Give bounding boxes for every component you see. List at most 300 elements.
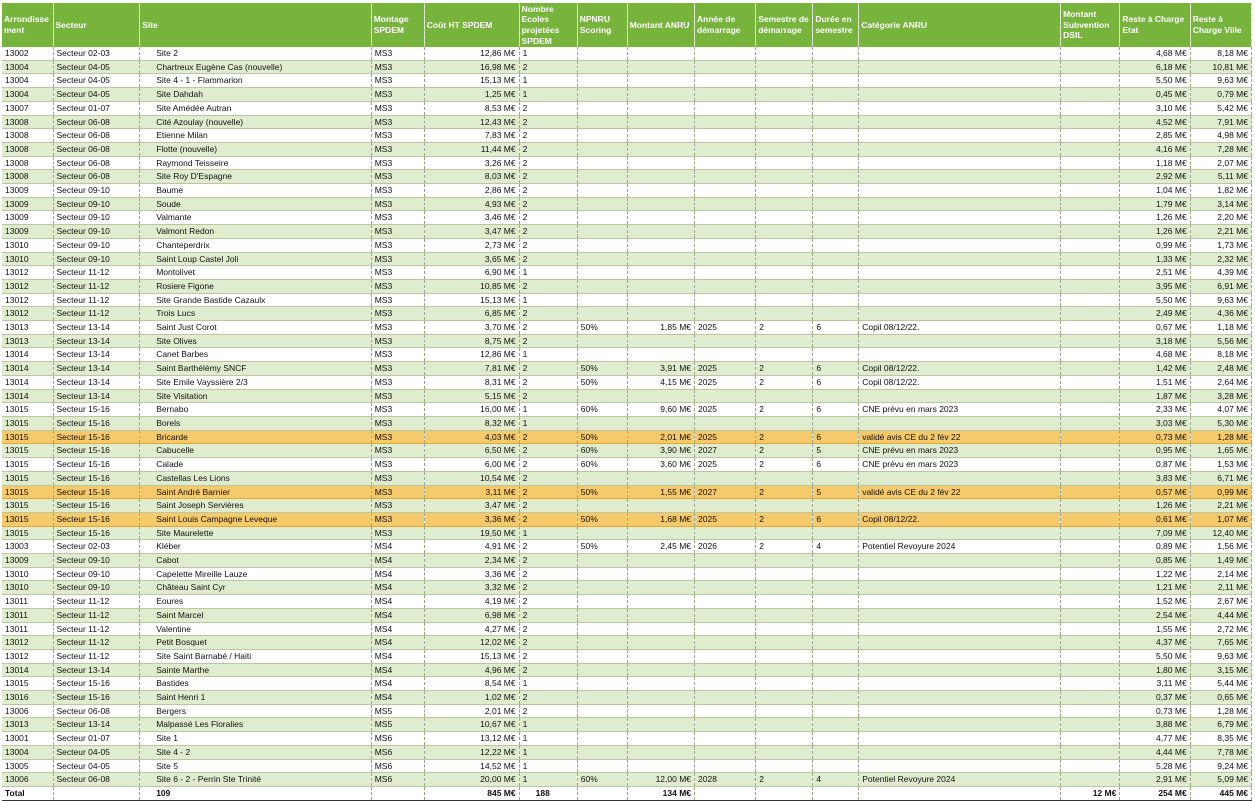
- cell-dsil[interactable]: [1061, 622, 1120, 636]
- cell-reste-etat[interactable]: 0,37 M€: [1120, 691, 1190, 705]
- cell-arrondissement[interactable]: 13013: [2, 321, 53, 335]
- cell-dsil[interactable]: [1061, 526, 1120, 540]
- cell-site[interactable]: Saint Loup Castel Joli: [140, 252, 372, 266]
- cell-site[interactable]: Cabucelle: [140, 444, 372, 458]
- cell-duree[interactable]: [813, 649, 859, 663]
- cell-nombre-ecoles[interactable]: 2: [519, 471, 577, 485]
- cell-secteur[interactable]: Secteur 15-16: [53, 403, 140, 417]
- cell-duree[interactable]: [813, 718, 859, 732]
- cell-npnru[interactable]: [577, 60, 627, 74]
- cell-nombre-ecoles[interactable]: 1: [519, 718, 577, 732]
- cell-semestre[interactable]: [756, 691, 813, 705]
- cell-nombre-ecoles[interactable]: 2: [519, 129, 577, 143]
- cell-arrondissement[interactable]: 13015: [2, 444, 53, 458]
- cell-montage[interactable]: MS3: [371, 444, 424, 458]
- cell-duree[interactable]: [813, 211, 859, 225]
- cell-npnru[interactable]: [577, 704, 627, 718]
- cell-reste-etat[interactable]: 2,49 M€: [1120, 307, 1190, 321]
- cell-arrondissement[interactable]: 13009: [2, 554, 53, 568]
- cell-arrondissement[interactable]: 13014: [2, 362, 53, 376]
- cell-duree[interactable]: 6: [813, 321, 859, 335]
- cell-annee[interactable]: 2026: [695, 540, 756, 554]
- cell-nombre-ecoles[interactable]: 2: [519, 691, 577, 705]
- cell-nombre-ecoles[interactable]: 1: [519, 732, 577, 746]
- cell-categorie[interactable]: [859, 554, 1061, 568]
- cell-duree[interactable]: [813, 608, 859, 622]
- cell-montant-anru[interactable]: [627, 581, 694, 595]
- cell-duree[interactable]: [813, 581, 859, 595]
- cell-reste-etat[interactable]: 1,26 M€: [1120, 225, 1190, 239]
- cell-dsil[interactable]: [1061, 567, 1120, 581]
- cell-semestre[interactable]: 2: [756, 485, 813, 499]
- cell-montage[interactable]: MS6: [371, 773, 424, 787]
- cell-site[interactable]: Soude: [140, 197, 372, 211]
- cell-montage[interactable]: MS4: [371, 567, 424, 581]
- cell-reste-etat[interactable]: 0,73 M€: [1120, 430, 1190, 444]
- cell-montant-anru[interactable]: [627, 129, 694, 143]
- cell-arrondissement[interactable]: 13013: [2, 718, 53, 732]
- cell-duree[interactable]: [813, 567, 859, 581]
- cell-reste-ville[interactable]: 3,28 M€: [1190, 389, 1251, 403]
- cell-annee[interactable]: 2025: [695, 430, 756, 444]
- cell-annee[interactable]: [695, 197, 756, 211]
- col-header-secteur[interactable]: Secteur: [53, 3, 140, 47]
- cell-montage[interactable]: MS6: [371, 745, 424, 759]
- cell-arrondissement[interactable]: 13015: [2, 512, 53, 526]
- cell-reste-ville[interactable]: 4,39 M€: [1190, 266, 1251, 280]
- cell-semestre[interactable]: [756, 608, 813, 622]
- cell-secteur[interactable]: Secteur 06-08: [53, 115, 140, 129]
- cell-categorie[interactable]: [859, 170, 1061, 184]
- cell-duree[interactable]: 6: [813, 512, 859, 526]
- cell-cout[interactable]: 3,36 M€: [424, 567, 519, 581]
- cell-annee[interactable]: [695, 608, 756, 622]
- cell-secteur[interactable]: Secteur 13-14: [53, 718, 140, 732]
- cell-montant-anru[interactable]: [627, 704, 694, 718]
- cell-duree[interactable]: 4: [813, 773, 859, 787]
- cell-reste-etat[interactable]: 0,87 M€: [1120, 458, 1190, 472]
- cell-reste-ville[interactable]: 1,73 M€: [1190, 238, 1251, 252]
- cell-arrondissement[interactable]: 13005: [2, 759, 53, 773]
- cell-duree[interactable]: [813, 745, 859, 759]
- cell-nombre-ecoles[interactable]: 1: [519, 677, 577, 691]
- cell-dsil[interactable]: [1061, 170, 1120, 184]
- cell-duree[interactable]: 6: [813, 403, 859, 417]
- cell-arrondissement[interactable]: 13014: [2, 375, 53, 389]
- cell-arrondissement[interactable]: 13015: [2, 677, 53, 691]
- cell-semestre[interactable]: [756, 307, 813, 321]
- cell-reste-etat[interactable]: 3,88 M€: [1120, 718, 1190, 732]
- cell-cout[interactable]: 8,03 M€: [424, 170, 519, 184]
- cell-categorie[interactable]: [859, 567, 1061, 581]
- cell-reste-etat[interactable]: 1,33 M€: [1120, 252, 1190, 266]
- cell-npnru[interactable]: [577, 649, 627, 663]
- cell-nombre-ecoles[interactable]: 2: [519, 608, 577, 622]
- cell-site[interactable]: Capelette Mireille Lauze: [140, 567, 372, 581]
- cell-semestre[interactable]: [756, 101, 813, 115]
- cell-categorie[interactable]: validé avis CE du 2 fév 22: [859, 485, 1061, 499]
- cell-dsil[interactable]: [1061, 759, 1120, 773]
- cell-annee[interactable]: [695, 266, 756, 280]
- cell-npnru[interactable]: 50%: [577, 540, 627, 554]
- cell-montage[interactable]: MS3: [371, 74, 424, 88]
- cell-montage[interactable]: MS3: [371, 238, 424, 252]
- cell-duree[interactable]: [813, 554, 859, 568]
- cell-montage[interactable]: MS3: [371, 321, 424, 335]
- cell-categorie[interactable]: [859, 307, 1061, 321]
- cell-montant-anru[interactable]: 1,55 M€: [627, 485, 694, 499]
- cell-cout[interactable]: 3,70 M€: [424, 321, 519, 335]
- cell-montage[interactable]: MS4: [371, 622, 424, 636]
- col-header-semestre[interactable]: Semestre de démarrage: [756, 3, 813, 47]
- cell-annee[interactable]: [695, 732, 756, 746]
- cell-montant-anru[interactable]: [627, 142, 694, 156]
- cell-secteur[interactable]: Secteur 11-12: [53, 293, 140, 307]
- cell-arrondissement[interactable]: 13015: [2, 499, 53, 513]
- cell-site[interactable]: Calade: [140, 458, 372, 472]
- cell-secteur[interactable]: Secteur 06-08: [53, 773, 140, 787]
- cell-reste-etat[interactable]: 1,51 M€: [1120, 375, 1190, 389]
- table-row[interactable]: [2, 499, 1252, 513]
- cell-arrondissement[interactable]: 13008: [2, 115, 53, 129]
- cell-arrondissement[interactable]: 13009: [2, 184, 53, 198]
- table-row[interactable]: [2, 759, 1252, 773]
- cell-site[interactable]: Bernabo: [140, 403, 372, 417]
- col-header-arrondissement[interactable]: Arrondisse ment: [2, 3, 53, 47]
- cell-reste-ville[interactable]: 4,07 M€: [1190, 403, 1251, 417]
- cell-cout[interactable]: 2,73 M€: [424, 238, 519, 252]
- cell-npnru[interactable]: [577, 252, 627, 266]
- cell-nombre-ecoles[interactable]: 2: [519, 60, 577, 74]
- cell-categorie[interactable]: [859, 732, 1061, 746]
- cell-reste-ville[interactable]: 2,11 M€: [1190, 581, 1251, 595]
- cell-semestre[interactable]: 2: [756, 430, 813, 444]
- cell-cout[interactable]: 12,22 M€: [424, 745, 519, 759]
- cell-annee[interactable]: [695, 581, 756, 595]
- cell-npnru[interactable]: [577, 238, 627, 252]
- cell-arrondissement[interactable]: 13010: [2, 238, 53, 252]
- cell-arrondissement[interactable]: 13012: [2, 266, 53, 280]
- cell-secteur[interactable]: Secteur 02-03: [53, 47, 140, 60]
- cell-arrondissement[interactable]: 13012: [2, 649, 53, 663]
- cell-nombre-ecoles[interactable]: 2: [519, 622, 577, 636]
- cell-semestre[interactable]: [756, 663, 813, 677]
- cell-duree[interactable]: 5: [813, 485, 859, 499]
- cell-nombre-ecoles[interactable]: 2: [519, 211, 577, 225]
- cell-npnru[interactable]: [577, 266, 627, 280]
- cell-annee[interactable]: 2025: [695, 321, 756, 335]
- cell-montant-anru[interactable]: [627, 101, 694, 115]
- cell-cout[interactable]: 8,53 M€: [424, 101, 519, 115]
- cell-annee[interactable]: [695, 636, 756, 650]
- cell-secteur[interactable]: Secteur 11-12: [53, 636, 140, 650]
- cell-categorie[interactable]: CNE prévu en mars 2023: [859, 403, 1061, 417]
- cell-npnru[interactable]: [577, 595, 627, 609]
- cell-nombre-ecoles[interactable]: 2: [519, 554, 577, 568]
- cell-montage[interactable]: MS3: [371, 485, 424, 499]
- cell-arrondissement[interactable]: 13015: [2, 485, 53, 499]
- cell-dsil[interactable]: [1061, 512, 1120, 526]
- cell-arrondissement[interactable]: 13004: [2, 60, 53, 74]
- cell-dsil[interactable]: [1061, 252, 1120, 266]
- cell-cout[interactable]: 6,85 M€: [424, 307, 519, 321]
- cell-cout[interactable]: 12,86 M€: [424, 348, 519, 362]
- cell-cout[interactable]: 2,34 M€: [424, 554, 519, 568]
- cell-reste-ville[interactable]: 1,28 M€: [1190, 430, 1251, 444]
- cell-dsil[interactable]: [1061, 773, 1120, 787]
- table-row[interactable]: [2, 471, 1252, 485]
- cell-annee[interactable]: [695, 293, 756, 307]
- table-row[interactable]: [2, 512, 1252, 526]
- cell-cout[interactable]: 11,44 M€: [424, 142, 519, 156]
- cell-reste-ville[interactable]: 2,64 M€: [1190, 375, 1251, 389]
- cell-secteur[interactable]: Secteur 11-12: [53, 595, 140, 609]
- cell-categorie[interactable]: [859, 718, 1061, 732]
- cell-secteur[interactable]: Secteur 09-10: [53, 184, 140, 198]
- cell-npnru[interactable]: [577, 88, 627, 102]
- cell-site[interactable]: Site Grande Bastide Cazaulx: [140, 293, 372, 307]
- cell-annee[interactable]: [695, 184, 756, 198]
- cell-annee[interactable]: [695, 129, 756, 143]
- cell-reste-ville[interactable]: 7,91 M€: [1190, 115, 1251, 129]
- cell-cout[interactable]: 14,52 M€: [424, 759, 519, 773]
- cell-montage[interactable]: MS3: [371, 266, 424, 280]
- cell-reste-etat[interactable]: 3,83 M€: [1120, 471, 1190, 485]
- cell-annee[interactable]: [695, 225, 756, 239]
- cell-arrondissement[interactable]: 13003: [2, 540, 53, 554]
- table-row[interactable]: [2, 649, 1252, 663]
- cell-semestre[interactable]: [756, 266, 813, 280]
- cell-npnru[interactable]: [577, 142, 627, 156]
- cell-nombre-ecoles[interactable]: 1: [519, 74, 577, 88]
- cell-annee[interactable]: [695, 471, 756, 485]
- cell-cout[interactable]: 6,98 M€: [424, 608, 519, 622]
- cell-semestre[interactable]: [756, 170, 813, 184]
- cell-reste-ville[interactable]: 5,44 M€: [1190, 677, 1251, 691]
- cell-site[interactable]: Flotte (nouvelle): [140, 142, 372, 156]
- cell-reste-etat[interactable]: 3,11 M€: [1120, 677, 1190, 691]
- cell-nombre-ecoles[interactable]: 2: [519, 567, 577, 581]
- table-row[interactable]: [2, 745, 1252, 759]
- cell-dsil[interactable]: [1061, 471, 1120, 485]
- cell-secteur[interactable]: Secteur 06-08: [53, 142, 140, 156]
- cell-montage[interactable]: MS3: [371, 197, 424, 211]
- cell-reste-etat[interactable]: 0,45 M€: [1120, 88, 1190, 102]
- cell-npnru[interactable]: 50%: [577, 430, 627, 444]
- col-header-annee[interactable]: Année de démarrage: [695, 3, 756, 47]
- cell-semestre[interactable]: [756, 88, 813, 102]
- cell-reste-etat[interactable]: 1,87 M€: [1120, 389, 1190, 403]
- cell-nombre-ecoles[interactable]: 1: [519, 47, 577, 60]
- cell-annee[interactable]: [695, 691, 756, 705]
- cell-annee[interactable]: [695, 74, 756, 88]
- cell-npnru[interactable]: [577, 608, 627, 622]
- cell-duree[interactable]: [813, 156, 859, 170]
- cell-cout[interactable]: 2,86 M€: [424, 184, 519, 198]
- cell-montant-anru[interactable]: [627, 156, 694, 170]
- cell-dsil[interactable]: [1061, 663, 1120, 677]
- cell-cout[interactable]: 1,02 M€: [424, 691, 519, 705]
- cell-duree[interactable]: [813, 47, 859, 60]
- cell-duree[interactable]: [813, 307, 859, 321]
- cell-npnru[interactable]: [577, 567, 627, 581]
- table-row[interactable]: [2, 540, 1252, 554]
- cell-nombre-ecoles[interactable]: 2: [519, 636, 577, 650]
- cell-site[interactable]: Château Saint Cyr: [140, 581, 372, 595]
- cell-secteur[interactable]: Secteur 04-05: [53, 60, 140, 74]
- cell-reste-etat[interactable]: 0,85 M€: [1120, 554, 1190, 568]
- cell-duree[interactable]: [813, 471, 859, 485]
- cell-reste-etat[interactable]: 4,16 M€: [1120, 142, 1190, 156]
- cell-semestre[interactable]: [756, 677, 813, 691]
- cell-npnru[interactable]: 60%: [577, 444, 627, 458]
- cell-nombre-ecoles[interactable]: 1: [519, 526, 577, 540]
- cell-secteur[interactable]: Secteur 15-16: [53, 430, 140, 444]
- table-row[interactable]: [2, 416, 1252, 430]
- cell-montant-anru[interactable]: [627, 732, 694, 746]
- cell-reste-ville[interactable]: 2,32 M€: [1190, 252, 1251, 266]
- cell-dsil[interactable]: [1061, 649, 1120, 663]
- cell-montage[interactable]: MS3: [371, 129, 424, 143]
- cell-site[interactable]: Site Visitation: [140, 389, 372, 403]
- cell-arrondissement[interactable]: 13012: [2, 636, 53, 650]
- cell-nombre-ecoles[interactable]: 1: [519, 759, 577, 773]
- cell-cout[interactable]: 10,67 M€: [424, 718, 519, 732]
- cell-duree[interactable]: [813, 74, 859, 88]
- table-row[interactable]: [2, 74, 1252, 88]
- table-row[interactable]: [2, 677, 1252, 691]
- cell-montant-anru[interactable]: [627, 225, 694, 239]
- col-header-reste-etat[interactable]: Reste à Charge Etat: [1120, 3, 1190, 47]
- cell-montant-anru[interactable]: [627, 307, 694, 321]
- cell-montant-anru[interactable]: [627, 745, 694, 759]
- cell-reste-etat[interactable]: 4,44 M€: [1120, 745, 1190, 759]
- cell-duree[interactable]: [813, 636, 859, 650]
- cell-categorie[interactable]: [859, 101, 1061, 115]
- cell-nombre-ecoles[interactable]: 2: [519, 375, 577, 389]
- cell-reste-etat[interactable]: 5,50 M€: [1120, 74, 1190, 88]
- cell-nombre-ecoles[interactable]: 2: [519, 115, 577, 129]
- cell-secteur[interactable]: Secteur 11-12: [53, 622, 140, 636]
- cell-reste-ville[interactable]: 7,78 M€: [1190, 745, 1251, 759]
- cell-npnru[interactable]: 50%: [577, 485, 627, 499]
- cell-categorie[interactable]: [859, 348, 1061, 362]
- table-row[interactable]: [2, 184, 1252, 198]
- cell-categorie[interactable]: [859, 704, 1061, 718]
- cell-duree[interactable]: [813, 279, 859, 293]
- cell-reste-etat[interactable]: 1,18 M€: [1120, 156, 1190, 170]
- table-row[interactable]: [2, 430, 1252, 444]
- cell-npnru[interactable]: 60%: [577, 458, 627, 472]
- table-row[interactable]: [2, 362, 1252, 376]
- cell-montage[interactable]: MS3: [371, 430, 424, 444]
- cell-npnru[interactable]: [577, 663, 627, 677]
- cell-dsil[interactable]: [1061, 389, 1120, 403]
- cell-cout[interactable]: 15,13 M€: [424, 293, 519, 307]
- cell-montage[interactable]: MS3: [371, 211, 424, 225]
- cell-cout[interactable]: 8,32 M€: [424, 416, 519, 430]
- cell-npnru[interactable]: 60%: [577, 773, 627, 787]
- cell-dsil[interactable]: [1061, 362, 1120, 376]
- cell-secteur[interactable]: Secteur 13-14: [53, 348, 140, 362]
- cell-annee[interactable]: [695, 170, 756, 184]
- cell-montant-anru[interactable]: [627, 60, 694, 74]
- cell-dsil[interactable]: [1061, 595, 1120, 609]
- table-row[interactable]: [2, 307, 1252, 321]
- cell-arrondissement[interactable]: 13007: [2, 101, 53, 115]
- cell-cout[interactable]: 12,86 M€: [424, 47, 519, 60]
- cell-arrondissement[interactable]: 13012: [2, 293, 53, 307]
- cell-annee[interactable]: 2025: [695, 512, 756, 526]
- cell-dsil[interactable]: [1061, 47, 1120, 60]
- cell-arrondissement[interactable]: 13008: [2, 156, 53, 170]
- cell-semestre[interactable]: [756, 499, 813, 513]
- cell-arrondissement[interactable]: 13011: [2, 608, 53, 622]
- cell-arrondissement[interactable]: 13004: [2, 745, 53, 759]
- cell-semestre[interactable]: [756, 47, 813, 60]
- cell-categorie[interactable]: Potentiel Revoyure 2024: [859, 540, 1061, 554]
- cell-semestre[interactable]: [756, 238, 813, 252]
- cell-cout[interactable]: 5,15 M€: [424, 389, 519, 403]
- cell-dsil[interactable]: [1061, 293, 1120, 307]
- cell-secteur[interactable]: Secteur 15-16: [53, 526, 140, 540]
- cell-montage[interactable]: MS4: [371, 691, 424, 705]
- cell-npnru[interactable]: 60%: [577, 403, 627, 417]
- cell-categorie[interactable]: [859, 47, 1061, 60]
- cell-montant-anru[interactable]: [627, 170, 694, 184]
- cell-reste-etat[interactable]: 1,55 M€: [1120, 622, 1190, 636]
- cell-dsil[interactable]: [1061, 499, 1120, 513]
- cell-reste-ville[interactable]: 0,65 M€: [1190, 691, 1251, 705]
- cell-semestre[interactable]: [756, 115, 813, 129]
- cell-dsil[interactable]: [1061, 718, 1120, 732]
- cell-montant-anru[interactable]: 1,85 M€: [627, 321, 694, 335]
- cell-site[interactable]: Chanteperdrix: [140, 238, 372, 252]
- cell-dsil[interactable]: [1061, 60, 1120, 74]
- cell-site[interactable]: Valentine: [140, 622, 372, 636]
- cell-duree[interactable]: [813, 266, 859, 280]
- cell-semestre[interactable]: [756, 718, 813, 732]
- cell-reste-ville[interactable]: 5,11 M€: [1190, 170, 1251, 184]
- cell-duree[interactable]: [813, 129, 859, 143]
- cell-montant-anru[interactable]: [627, 266, 694, 280]
- cell-site[interactable]: Saint André Barnier: [140, 485, 372, 499]
- cell-reste-etat[interactable]: 1,21 M€: [1120, 581, 1190, 595]
- cell-site[interactable]: Baume: [140, 184, 372, 198]
- cell-semestre[interactable]: 2: [756, 362, 813, 376]
- cell-montant-anru[interactable]: 2,45 M€: [627, 540, 694, 554]
- cell-montant-anru[interactable]: [627, 622, 694, 636]
- cell-cout[interactable]: 16,00 M€: [424, 403, 519, 417]
- cell-montage[interactable]: MS3: [371, 458, 424, 472]
- cell-nombre-ecoles[interactable]: 2: [519, 225, 577, 239]
- cell-cout[interactable]: 20,00 M€: [424, 773, 519, 787]
- cell-site[interactable]: Bergers: [140, 704, 372, 718]
- cell-npnru[interactable]: [577, 471, 627, 485]
- cell-duree[interactable]: [813, 622, 859, 636]
- cell-dsil[interactable]: [1061, 115, 1120, 129]
- table-row[interactable]: [2, 252, 1252, 266]
- col-header-nombre-ecoles[interactable]: Nombre Ecoles projetées SPDEM: [519, 3, 577, 47]
- cell-reste-etat[interactable]: 5,50 M€: [1120, 649, 1190, 663]
- cell-semestre[interactable]: [756, 252, 813, 266]
- cell-cout[interactable]: 6,90 M€: [424, 266, 519, 280]
- table-row[interactable]: [2, 444, 1252, 458]
- cell-reste-etat[interactable]: 0,95 M€: [1120, 444, 1190, 458]
- cell-cout[interactable]: 2,01 M€: [424, 704, 519, 718]
- cell-montage[interactable]: MS4: [371, 595, 424, 609]
- cell-dsil[interactable]: [1061, 540, 1120, 554]
